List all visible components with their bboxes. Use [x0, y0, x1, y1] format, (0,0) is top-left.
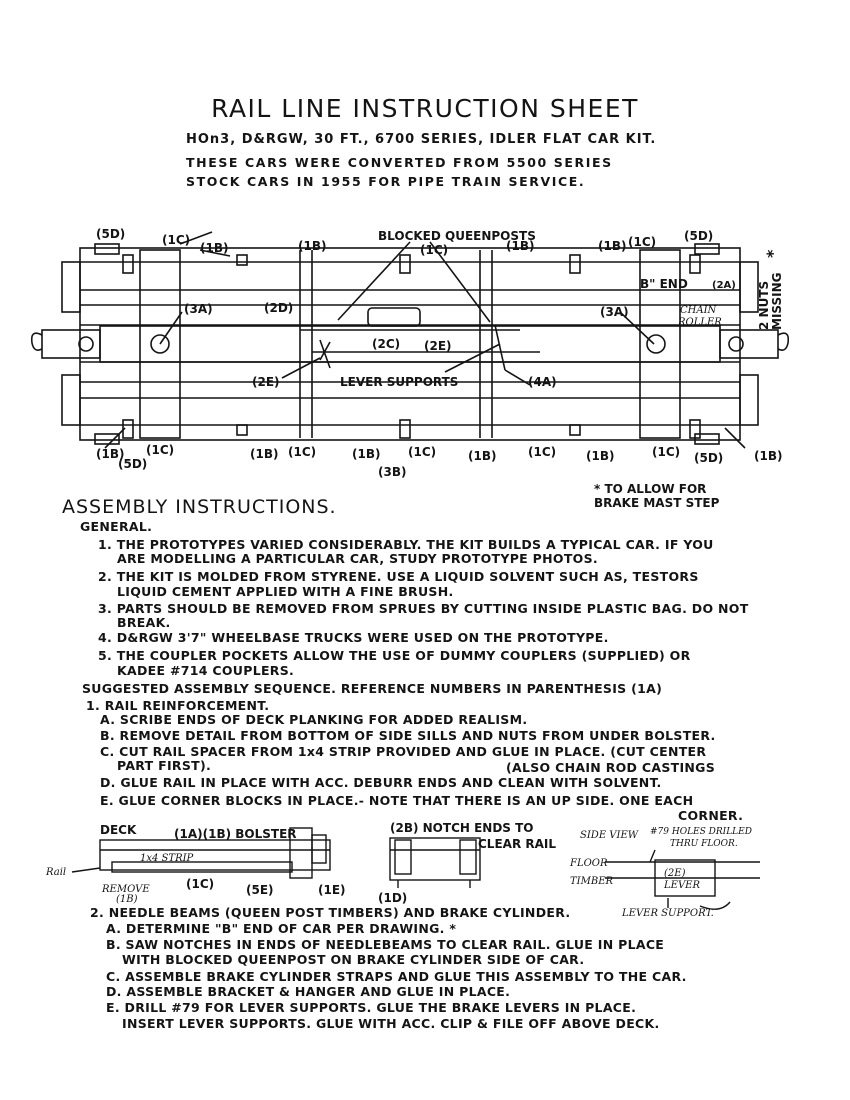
lever-support-sketch-label: LEVER SUPPORT.	[622, 908, 714, 919]
footnote-line2: BRAKE MAST STEP	[594, 496, 720, 510]
sequence-line: SUGGESTED ASSEMBLY SEQUENCE. REFERENCE NUMBERS IN PARENTHESIS (1A)	[82, 681, 663, 696]
label-1b-top-left: (1B)	[200, 241, 229, 255]
step2-c: C. ASSEMBLE BRAKE CYLINDER STRAPS AND GLUE THIS ASSEMBLY TO THE CAR.	[106, 969, 687, 984]
history-note-line2: STOCK CARS IN 1955 FOR PIPE TRAIN SERVICE.	[186, 174, 586, 189]
label-1c-bottom-4: (1C)	[528, 445, 557, 459]
step1-c-line1: C. CUT RAIL SPACER FROM 1x4 STRIP PROVIDED AND GLUE IN PLACE. (CUT CENTER	[100, 744, 707, 759]
label-2e-center: (2E)	[424, 339, 452, 353]
sketch-1d-label: (1D)	[378, 891, 408, 905]
label-1c-top-left: (1C)	[162, 233, 191, 247]
remove-part-label: (1B)	[116, 894, 138, 905]
step1-c-line3: (ALSO CHAIN ROD CASTINGS	[506, 760, 716, 775]
label-1b-bottom-2: (1B)	[250, 447, 279, 461]
label-2a: (2A)	[712, 280, 736, 291]
step2-b-line2: WITH BLOCKED QUEENPOST ON BRAKE CYLINDER SIDE OF CAR.	[122, 952, 585, 967]
missing-label: MISSING	[770, 272, 784, 330]
label-1b-bottom-5: (1B)	[586, 449, 615, 463]
step1-e-line1: E. GLUE CORNER BLOCKS IN PLACE.- NOTE THAT THERE IS AN UP SIDE. ONE EACH	[100, 793, 694, 808]
timber-label: TIMBER	[570, 876, 614, 887]
lever-supports-label: LEVER SUPPORTS	[340, 375, 459, 389]
footnote-line1: * TO ALLOW FOR	[594, 482, 707, 496]
kit-subtitle: HOn3, D&RGW, 30 FT., 6700 SERIES, IDLER FLAT CAR KIT.	[186, 132, 657, 147]
general-3-line1: 3. PARTS SHOULD BE REMOVED FROM SPRUES BY CUTTING INSIDE PLASTIC BAG. DO NOT	[98, 601, 749, 616]
label-1b-top-mid: (1B)	[298, 239, 327, 253]
label-3a-left: (3A)	[184, 302, 213, 316]
general-4-line1: 4. D&RGW 3'7" WHEELBASE TRUCKS WERE USED ON THE PROTOTYPE.	[98, 630, 609, 645]
blocked-queenposts-label: BLOCKED QUEENPOSTS	[378, 229, 536, 243]
asterisk-mark: *	[763, 249, 782, 258]
label-1c-bottom-2: (1C)	[288, 445, 317, 459]
rail-label: Rail	[46, 867, 67, 878]
step1-a: A. SCRIBE ENDS OF DECK PLANKING FOR ADDED REALISM.	[100, 712, 528, 727]
step1-e-line2: CORNER.	[678, 808, 744, 823]
strip-label: 1x4 STRIP	[140, 853, 194, 864]
label-2e-left: (2E)	[252, 375, 280, 389]
step1-d: D. GLUE RAIL IN PLACE WITH ACC. DEBURR ENDS AND CLEAN WITH SOLVENT.	[100, 775, 662, 790]
roller-label: ROLLER	[678, 317, 722, 328]
holes-label-line2: THRU FLOOR.	[670, 839, 738, 849]
label-5d-top-left: (5D)	[96, 227, 126, 241]
label-1b-bottom-3: (1B)	[352, 447, 381, 461]
deck-label: DECK	[100, 823, 137, 837]
lever-num-label: (2E)	[664, 868, 686, 879]
step2-b-line1: B. SAW NOTCHES IN ENDS OF NEEDLEBEAMS TO CLEAR RAIL. GLUE IN PLACE	[106, 937, 665, 952]
history-note-line1: THESE CARS WERE CONVERTED FROM 5500 SERIES	[186, 155, 613, 170]
step2-e-line1: E. DRILL #79 FOR LEVER SUPPORTS. GLUE THE BRAKE LEVERS IN PLACE.	[106, 1000, 637, 1015]
remove-label: REMOVE	[102, 884, 150, 895]
general-2-line2: LIQUID CEMENT APPLIED WITH A FINE BRUSH.	[117, 584, 454, 599]
label-3b: (3B)	[378, 465, 407, 479]
chain-label: CHAIN	[680, 305, 717, 316]
general-1-line2: ARE MODELLING A PARTICULAR CAR, STUDY PROTOTYPE PHOTOS.	[117, 551, 598, 566]
label-2d: (2D)	[264, 301, 294, 315]
label-1b-top-right-mid: (1B)	[506, 239, 535, 253]
nuts-label: 2 NUTS	[757, 280, 771, 330]
general-2-line1: 2. THE KIT IS MOLDED FROM STYRENE. USE A LIQUID SOLVENT SUCH AS, TESTORS	[98, 569, 699, 584]
label-1c-bottom-3: (1C)	[408, 445, 437, 459]
label-1c-bottom-left: (1C)	[146, 443, 175, 457]
notch-label-line2: CLEAR RAIL	[478, 837, 556, 851]
lever-word-label: LEVER	[664, 880, 700, 891]
step2-heading: 2. NEEDLE BEAMS (QUEEN POST TIMBERS) AND BRAKE CYLINDER.	[90, 905, 571, 920]
label-1c-top-right: (1C)	[628, 235, 657, 249]
bolster-label: (1A)(1B) BOLSTER	[174, 827, 297, 841]
label-5d-top-right: (5D)	[684, 229, 714, 243]
label-4a: (4A)	[528, 375, 557, 389]
label-5d-bottom-right: (5D)	[694, 451, 724, 465]
general-3-line2: BREAK.	[117, 615, 171, 630]
label-3a-right: (3A)	[600, 305, 629, 319]
step1-b: B. REMOVE DETAIL FROM BOTTOM OF SIDE SILLS AND NUTS FROM UNDER BOLSTER.	[100, 728, 716, 743]
step2-a: A. DETERMINE "B" END OF CAR PER DRAWING. *	[106, 921, 457, 936]
label-1c-top-mid: (1C)	[420, 243, 449, 257]
b-end-label: B" END	[640, 277, 688, 291]
side-view-label: SIDE VIEW	[580, 830, 639, 841]
holes-label-line1: #79 HOLES DRILLED	[650, 827, 752, 837]
floor-label: FLOOR	[570, 858, 608, 869]
sketch-5e-label: (5E)	[246, 883, 274, 897]
general-5-line2: KADEE #714 COUPLERS.	[117, 663, 295, 678]
label-1b-bottom-4: (1B)	[468, 449, 497, 463]
sketch-1c-label: (1C)	[186, 877, 215, 891]
label-1b-top-right: (1B)	[598, 239, 627, 253]
notch-label-line1: (2B) NOTCH ENDS TO	[390, 821, 534, 835]
general-heading: GENERAL.	[80, 519, 153, 534]
assembly-heading: ASSEMBLY INSTRUCTIONS.	[62, 496, 337, 518]
label-5d-bottom-left: (5D)	[118, 457, 148, 471]
general-5-line1: 5. THE COUPLER POCKETS ALLOW THE USE OF DUMMY COUPLERS (SUPPLIED) OR	[98, 648, 691, 663]
label-1b-bottom-right: (1B)	[754, 449, 783, 463]
label-2c: (2C)	[372, 337, 401, 351]
page-title: RAIL LINE INSTRUCTION SHEET	[211, 94, 639, 123]
step2-d: D. ASSEMBLE BRACKET & HANGER AND GLUE IN PLACE.	[106, 984, 511, 999]
label-1c-bottom-5: (1C)	[652, 445, 681, 459]
general-1-line1: 1. THE PROTOTYPES VARIED CONSIDERABLY. THE KIT BUILDS A TYPICAL CAR. IF YOU	[98, 537, 714, 552]
step1-heading: 1. RAIL REINFORCEMENT.	[86, 698, 270, 713]
step2-e-line2: INSERT LEVER SUPPORTS. GLUE WITH ACC. CLIP & FILE OFF ABOVE DECK.	[122, 1016, 660, 1031]
sketch-1e-label: (1E)	[318, 883, 346, 897]
step1-c-line2: PART FIRST).	[117, 758, 212, 773]
label-1b-bottom-left: (1B)	[96, 447, 125, 461]
